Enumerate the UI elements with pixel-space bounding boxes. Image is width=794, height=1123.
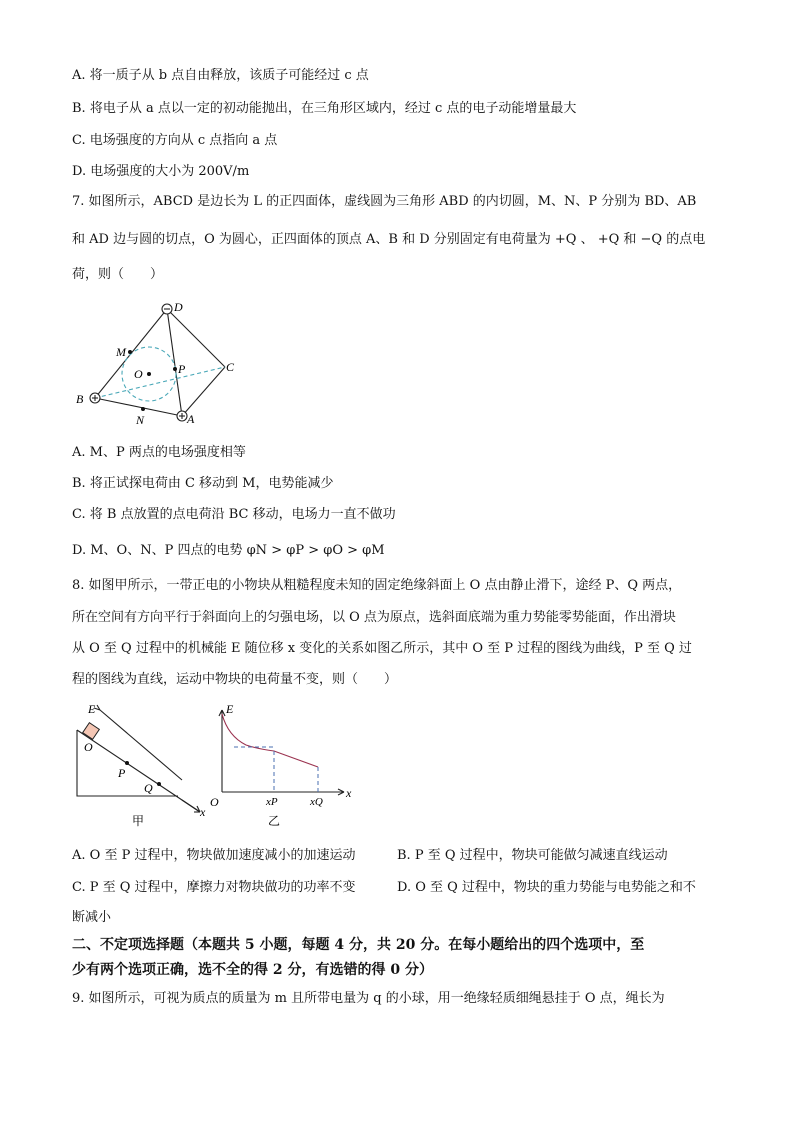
- label-n: N: [136, 413, 145, 427]
- jia-label-x: x: [200, 805, 206, 819]
- q8-option-d-line2: 断减小: [72, 910, 112, 925]
- q6-option-a: A. 将一质子从 b 点自由释放，该质子可能经过 c 点: [72, 68, 369, 83]
- label-m: M: [116, 345, 126, 359]
- q8-option-c: C. P 至 Q 过程中，摩擦力对物块做功的功率不变: [72, 880, 356, 895]
- yi-caption: 乙: [268, 814, 281, 828]
- label-c: C: [226, 360, 235, 374]
- q8-stem-line1: 8. 如图甲所示，一带正电的小物块从粗糙程度未知的固定绝缘斜面上 O 点由静止滑下，途经 P、Q 两点，: [72, 578, 682, 593]
- q9-stem-line1: 9. 如图所示，可视为质点的质量为 m 且所带电量为 q 的小球，用一绝缘轻质细绳悬挂于 O 点，绳长为: [72, 991, 665, 1006]
- label-p: P: [178, 362, 186, 376]
- q7-stem-line2: 和 AD 边与圆的切点，O 为圆心，正四面体的顶点 A、B 和 D 分别固定有电荷量为 +Q 、 +Q 和 −Q 的点电: [72, 232, 706, 247]
- q7-stem-line3: 荷，则（ ）: [72, 267, 164, 282]
- label-a: A: [187, 412, 195, 426]
- yi-label-x: x: [346, 786, 352, 800]
- label-b: B: [76, 392, 84, 406]
- tetrahedron-figure: [70, 295, 250, 430]
- jia-label-p: P: [118, 766, 126, 780]
- q8-option-d-line1: D. O 至 Q 过程中，物块的重力势能与电势能之和不: [397, 880, 696, 895]
- energy-graph-yi: [210, 700, 360, 830]
- jia-label-q: Q: [144, 781, 153, 795]
- yi-label-o: O: [210, 795, 219, 809]
- q7-stem-line1: 7. 如图所示，ABCD 是边长为 L 的正四面体，虚线圆为三角形 ABD 的内切圆，M、N、P 分别为 BD、AB: [72, 194, 697, 209]
- q7-option-c: C. 将 B 点放置的点电荷沿 BC 移动，电场力一直不做功: [72, 507, 396, 522]
- q8-stem-line2: 所在空间有方向平行于斜面向上的匀强电场，以 O 点为原点，选斜面底端为重力势能零势能面，作出滑块: [72, 610, 676, 625]
- yi-label-xq: xQ: [310, 796, 323, 808]
- yi-label-xp: xP: [266, 796, 278, 808]
- section2-title-line2: 少有两个选项正确，选不全的得 2 分，有选错的得 0 分）: [72, 962, 433, 978]
- q7-option-b: B. 将正试探电荷由 C 移动到 M，电势能减少: [72, 476, 334, 491]
- jia-label-e: E: [88, 702, 96, 716]
- section2-title-line1: 二、不定项选择题（本题共 5 小题，每题 4 分，共 20 分。在每小题给出的四个选项中，至: [72, 937, 645, 953]
- q6-option-d: D. 电场强度的大小为 200V/m: [72, 164, 250, 179]
- yi-label-e: E: [226, 702, 234, 716]
- q8-option-b: B. P 至 Q 过程中，物块可能做匀减速直线运动: [397, 848, 668, 863]
- incline-figure-jia: [70, 700, 220, 830]
- q8-option-a: A. O 至 P 过程中，物块做加速度减小的加速运动: [72, 848, 356, 863]
- label-d: D: [174, 300, 183, 314]
- q7-option-a: A. M、P 两点的电场强度相等: [72, 445, 246, 460]
- q8-stem-line4: 程的图线为直线，运动中物块的电荷量不变，则（ ）: [72, 672, 398, 687]
- q8-stem-line3: 从 O 至 Q 过程中的机械能 E 随位移 x 变化的关系如图乙所示，其中 O 至 P 过程的图线为曲线，P 至 Q 过: [72, 641, 692, 656]
- q6-option-c: C. 电场强度的方向从 c 点指向 a 点: [72, 133, 278, 148]
- label-o: O: [134, 367, 143, 381]
- q6-option-b: B. 将电子从 a 点以一定的初动能抛出，在三角形区域内，经过 c 点的电子动能增量最大: [72, 101, 577, 116]
- jia-caption: 甲: [132, 814, 145, 828]
- q7-option-d: D. M、O、N、P 四点的电势 φN > φP > φO > φM: [72, 543, 385, 558]
- jia-label-o: O: [84, 740, 93, 754]
